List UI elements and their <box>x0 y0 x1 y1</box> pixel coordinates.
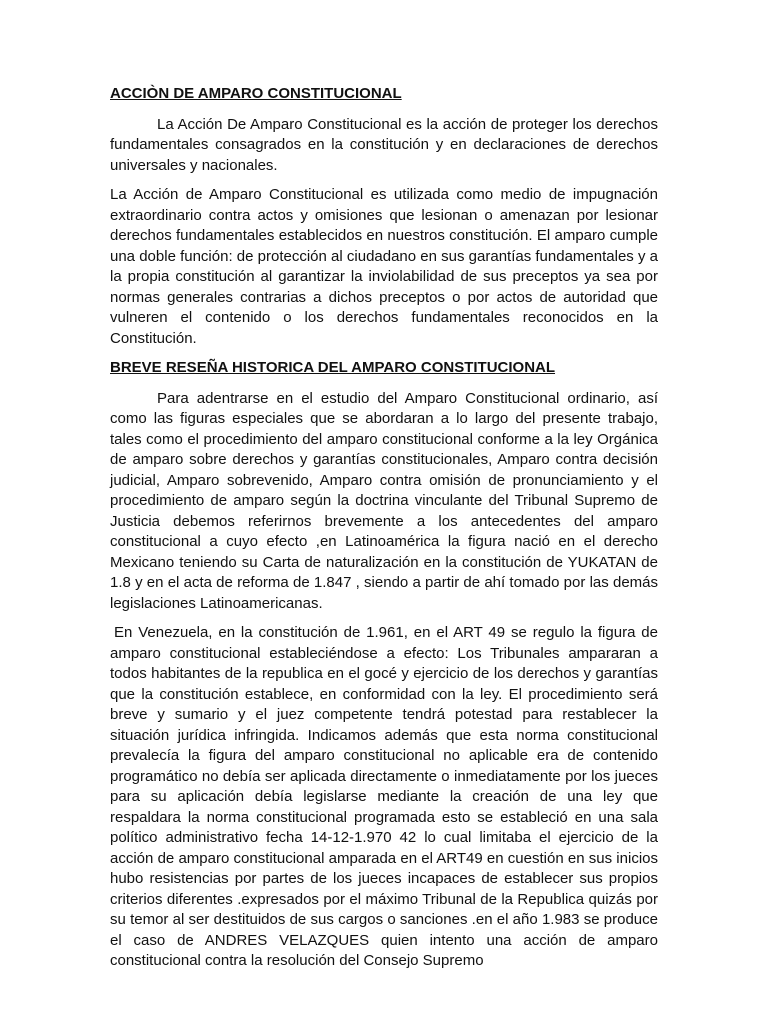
paragraph-history-latam: Para adentrarse en el estudio del Amparo Constitucional ordinario, así como las figuras especiales que se abordaran a lo largo del presente trabajo, tales como el procedimiento del amparo constitucional conforme a la ley Orgánica de amparo sobre derechos y garantías constitucionales, Amparo contra decisión judicial, Amparo sobrevenido, Amparo contra omisión de pronunciamiento y el procedimiento de amparo según la doctrina vinculante del Tribunal Supremo de Justicia debemos referirnos brevemente a los antecedentes del amparo constitucional a cuyo efecto ,en Latinoamérica la figura nació en el derecho Mexicano teniendo su Carta de naturalización en la constitución de YUKATAN de 1.8 y en el acta de reforma de 1.847 , siendo a partir de ahí tomado por las demás legislaciones Latinoamericanas. <box>110 389 658 612</box>
document-page <box>110 84 658 972</box>
section-heading-historia: BREVE RESEÑA HISTORICA DEL AMPARO CONSTITUCIONAL <box>110 359 556 376</box>
paragraph-usage: La Acción de Amparo Constitucional es utilizada como medio de impugnación extraordinario contra actos y omisiones que lesionan o amenazan por lesionar derechos fundamentales establecidos en nuestros constitución. El amparo cumple una doble función: de protección al ciudadano en sus garantías fundamentales y a la propia constitución al garantizar la inviolabilidad de sus preceptos ya sea por normas generales contrarias a dichos preceptos o por actos de autoridad que vulneren el contenido o los derechos fundamentales reconocidos en la Constitución. <box>110 186 658 347</box>
section-heading-accion-amparo: ACCIÒN DE AMPARO CONSTITUCIONAL <box>110 85 402 102</box>
paragraph-history-venezuela: En Venezuela, en la constitución de 1.961, en el ART 49 se regulo la figura de amparo constitucional estableciéndose a efecto: Los Tribunales ampararan a todos habitantes de la republica en el gocé y ejercicio de los derechos y garantías que la constitución establece, en conformidad con la ley. El procedimiento será breve y sumario y el juez competente tendrá potestad para restablecer la situación jurídica infringida. Indicamos además que esta norma constitucional prevalecía la figura del amparo constitucional no aplicable era de contenido programático no debía ser aplicada directamente o inmediatamente por los jueces para su aplicación debía legislarse mediante la creación de una ley que respaldara la norma constitucional programada esto se estableció en una sala político administrativo fecha 14-12-1.970 42 lo cual limitaba el ejercicio de la acción de amparo constitucional amparada en el ART49 en cuestión en sus inicios hubo resistencias por partes de los jueces incapaces de establecer sus propios criterios diferentes .expresados por el máximo Tribunal de la Republica quizás por su temor al ser destituidos de sus cargos o sanciones .en el año 1.983 se produce el caso de ANDRES VELAZQUES quien intento una acción de amparo constitucional contra la resolución del Consejo Supremo <box>110 624 658 969</box>
paragraph-definition: La Acción De Amparo Constitucional es la acción de proteger los derechos fundamentales consagrados en la constitución y en declaraciones de derechos universales y nacionales. <box>110 115 658 174</box>
